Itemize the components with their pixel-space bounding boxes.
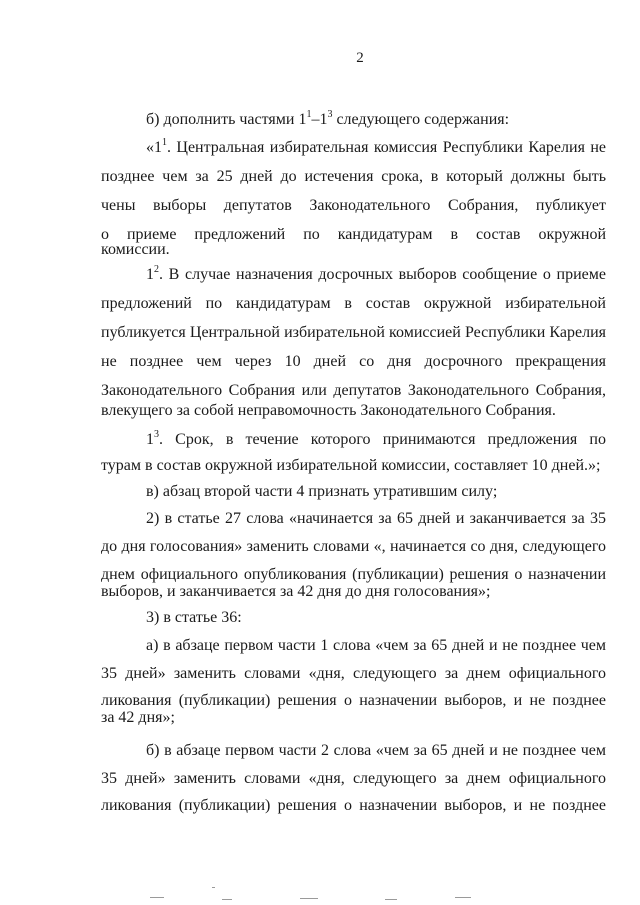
text-fragment: б) дополнить частями 1 [146, 111, 307, 128]
text-fragment: . Срок, в течение которого принимаются предложения по [159, 431, 606, 448]
text-line: выборов, и заканчивается за 42 дня до дня голосования»; [101, 583, 491, 600]
scan-speck [212, 887, 215, 888]
superscript: 1 [162, 138, 167, 148]
scan-speck [300, 898, 318, 899]
text-line: 35 дней» заменить словами «дня, следующего за днем официального [101, 665, 606, 682]
text-line: турам в состав окружной избирательной комиссии, составляет 10 дней.»; [101, 457, 601, 474]
superscript: 2 [154, 265, 159, 275]
text-line [146, 138, 606, 158]
text-line: предложений по кандидатурам в состав окружной избирательной [101, 295, 606, 312]
text-line [146, 430, 606, 450]
text-line: 35 дней» заменить словами «дня, следующего за днем официального [101, 770, 606, 787]
text-line: позднее чем за 25 дней до истечения срока, в который должны быть [101, 168, 606, 185]
page-number: 2 [356, 50, 364, 66]
text-line: за 42 дня»; [101, 709, 175, 726]
text-line: публикуется Центральной избирательной комиссией Республики Карелия [101, 324, 606, 341]
text-line: ликования (публикации) решения о назначении выборов, и не позднее [101, 692, 606, 709]
scan-speck [222, 899, 232, 900]
text-line: в) абзац второй части 4 признать утратившим силу; [146, 483, 498, 500]
text-line: влекущего за собой неправомочность Законодательного Собрания. [101, 402, 556, 419]
text-line: ликования (публикации) решения о назначении выборов, и не позднее [101, 797, 606, 814]
text-line: 2) в статье 27 слова «начинается за 65 дней и заканчивается за 35 [146, 510, 606, 527]
text-fragment: –1 [311, 111, 328, 128]
text-line: чены выборы депутатов Законодательного Собрания, публикует [101, 197, 606, 214]
text-line: днем официального опубликования (публикации) решения о назначении [101, 566, 606, 583]
text-line: 3) в статье 36: [146, 609, 242, 626]
text-line: б) в абзаце первом части 2 слова «чем за 65 дней и не позднее чем [146, 742, 606, 759]
text-fragment: следующего содержания: [332, 111, 510, 128]
text-line [146, 265, 606, 285]
text-line: а) в абзаце первом части 1 слова «чем за 65 дней и не позднее чем [146, 637, 606, 654]
superscript: 1 [306, 108, 312, 120]
text-line: не позднее чем через 10 дней со дня досрочного прекращения [101, 353, 606, 370]
text-fragment: 1 [146, 266, 154, 283]
text-line: о приеме предложений по кандидатурам в состав окружной [101, 226, 606, 243]
text-line [146, 110, 509, 130]
text-line: до дня голосования» заменить словами «, начинается со дня, следующего [101, 538, 606, 555]
scan-artifacts [0, 885, 640, 905]
text-fragment: . Центральная избирательная комиссия Республики Карелия не [167, 139, 606, 156]
text-line: комиссии. [101, 241, 170, 258]
text-line: Законодательного Собрания или депутатов Законодательного Собрания, [101, 382, 606, 399]
scan-speck [385, 899, 397, 900]
scan-speck [455, 897, 471, 898]
superscript: 3 [154, 430, 159, 440]
text-fragment: . В случае назначения досрочных выборов сообщение о приеме [159, 266, 606, 283]
text-fragment: 1 [146, 431, 154, 448]
text-fragment: «1 [146, 139, 162, 156]
superscript: 3 [327, 108, 333, 120]
scan-speck [150, 897, 164, 898]
